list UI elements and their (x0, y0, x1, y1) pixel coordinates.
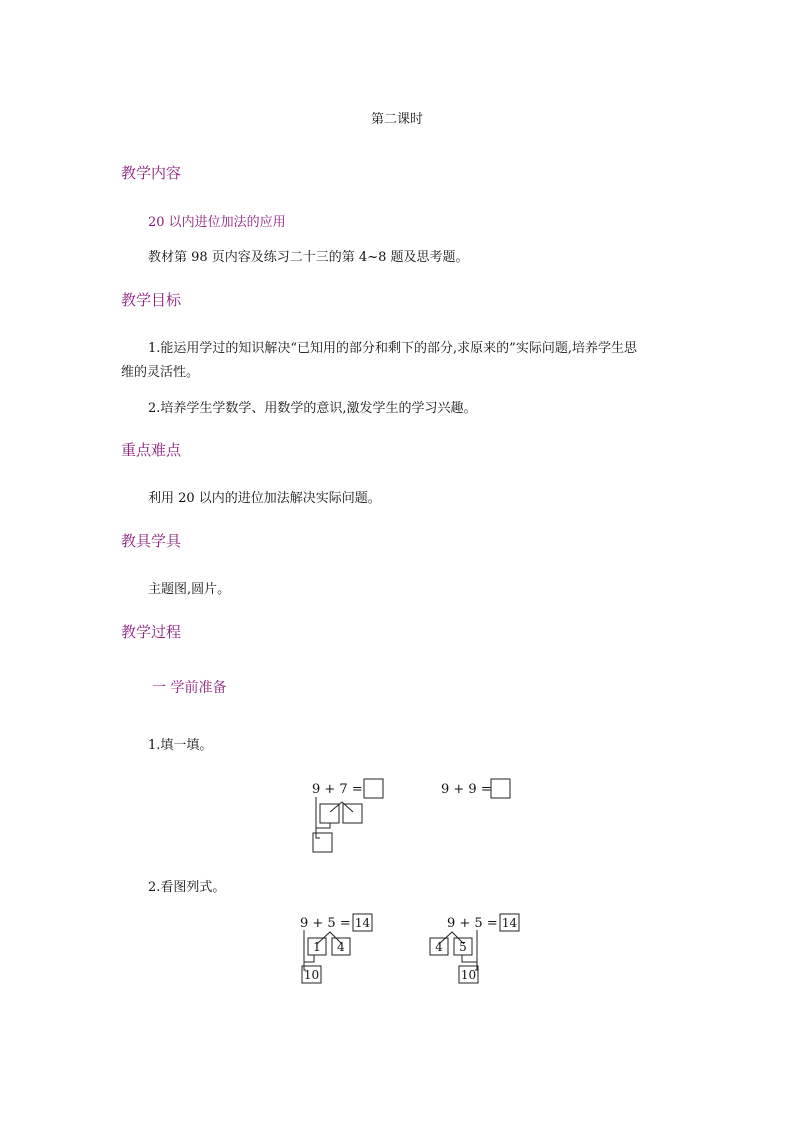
diagram-a-bracket-outer (304, 930, 306, 970)
diagram-b-ten: 10 (460, 968, 477, 982)
heading-goals: 教学目标 (121, 291, 182, 309)
keypoints-text: 利用 20 以内的进位加法解决实际问题。 (148, 491, 381, 506)
fill-b-answer-box (491, 779, 510, 798)
fill-a-expression: 9 + 7 = (312, 782, 363, 797)
fill-b-expression: 9 + 9 = (441, 782, 492, 797)
diagram-b-bracket-inner (462, 955, 477, 962)
heading-tools: 教具学具 (121, 532, 182, 550)
diagram-a-expression: 9 + 5 = (300, 916, 351, 931)
page-title: 第二课时 (370, 112, 423, 127)
task-2: 2.看图列式。 (148, 880, 226, 895)
goal-item-1-line-1: 1.能运用学过的知识解决“已知用的部分和剩下的部分,求原来的”实际问题,培养学生思 (148, 341, 637, 356)
process-step-1: 一 学前准备 (152, 680, 227, 696)
heading-process: 教学过程 (121, 623, 182, 641)
diagram-exercise (290, 908, 540, 990)
diagram-a-part-left: 1 (313, 940, 321, 954)
fill-a-bracket-outer (316, 797, 320, 838)
goal-item-2: 2.培养学生学数学、用数学的意识,激发学生的学习兴趣。 (148, 401, 477, 416)
diagram-a-result: 14 (354, 916, 371, 930)
diagram-b-bracket-outer (475, 930, 477, 970)
diagram-a-part-right: 4 (337, 940, 345, 954)
content-subtitle: 20 以内进位加法的应用 (148, 215, 286, 230)
task-1: 1.填一填。 (148, 738, 213, 753)
diagram-b-part-left: 4 (435, 940, 443, 954)
content-text: 教材第 98 页内容及练习二十三的第 4~8 题及思考题。 (148, 250, 469, 265)
fill-a-bracket-inner (316, 823, 330, 828)
tools-text: 主题图,圆片。 (148, 582, 231, 597)
heading-keypoints: 重点难点 (121, 441, 182, 459)
diagram-b-part-right: 5 (459, 940, 467, 954)
heading-content: 教学内容 (121, 164, 182, 182)
fill-exercise (300, 770, 540, 860)
diagram-b-result: 14 (501, 916, 518, 930)
goal-item-1-line-2: 维的灵活性。 (121, 365, 200, 380)
diagram-a-ten: 10 (303, 968, 320, 982)
diagram-a-bracket-inner (304, 955, 314, 962)
diagram-b-expression: 9 + 5 = (447, 916, 498, 931)
fill-a-answer-box (364, 779, 383, 798)
fill-a-part-right-box (343, 804, 362, 823)
